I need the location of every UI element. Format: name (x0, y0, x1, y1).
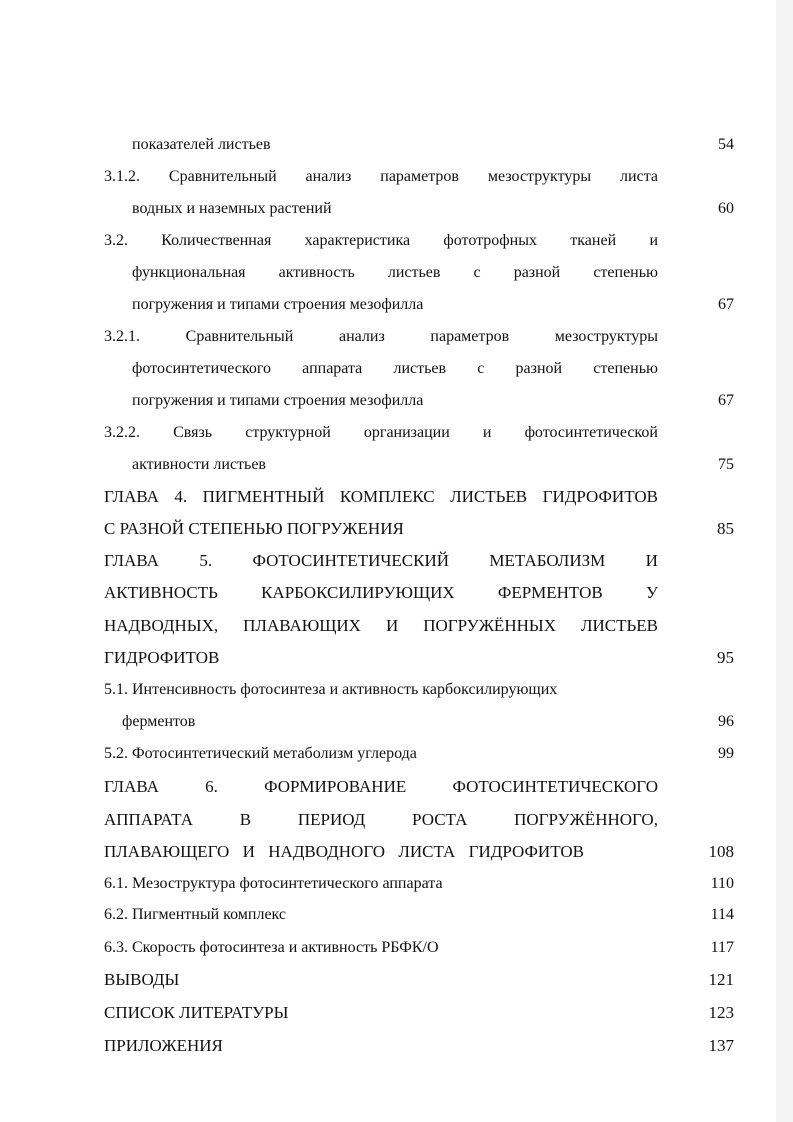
toc-page-number: 67 (718, 392, 734, 409)
page-edge (776, 0, 793, 1122)
toc-entry-title: ВЫВОДЫ (104, 970, 180, 989)
toc-entry-title: ГЛАВА 5. ФОТОСИНТЕТИЧЕСКИЙ МЕТАБОЛИЗМ И (104, 551, 658, 570)
toc-entry-title: С РАЗНОЙ СТЕПЕНЬЮ ПОГРУЖЕНИЯ (104, 519, 404, 538)
toc-entry-title: 5.1. Интенсивность фотосинтеза и активность карбоксилирующих (104, 681, 558, 698)
toc-entry-title: 3.1.2. Сравнительный анализ параметров мезоструктуры листа (104, 168, 658, 185)
toc-entry-title: 6.3. Скорость фотосинтеза и активность РБФК/О (104, 939, 439, 956)
toc-page-number: 114 (710, 906, 734, 923)
toc-entry-title: АППАРАТА В ПЕРИОД РОСТА ПОГРУЖЁННОГО, (104, 810, 658, 829)
toc-page-number: 67 (718, 296, 734, 313)
toc-page-number: 95 (717, 648, 734, 667)
toc-entry-title: ферментов (122, 713, 196, 730)
toc-entry-title: ГЛАВА 6. ФОРМИРОВАНИЕ ФОТОСИНТЕТИЧЕСКОГО (104, 777, 658, 796)
toc-entry-title: функциональная активность листьев с разной степенью (132, 264, 658, 281)
toc-page-number: 99 (718, 745, 734, 762)
toc-entry-title: активности листьев (132, 456, 266, 473)
toc-entry-title: 5.2. Фотосинтетический метаболизм углерода (104, 745, 417, 762)
toc-entry-title: 6.2. Пигментный комплекс (104, 906, 287, 923)
toc-page-number: 96 (718, 713, 734, 730)
toc-page-number: 121 (708, 970, 734, 989)
toc-entry-title: ПРИЛОЖЕНИЯ (104, 1036, 223, 1055)
toc-entry-title: 3.2.2. Связь структурной организации и фотосинтетической (104, 424, 658, 441)
toc-entry-title: АКТИВНОСТЬ КАРБОКСИЛИРУЮЩИХ ФЕРМЕНТОВ У (104, 583, 658, 602)
toc-entry-title: ГИДРОФИТОВ (104, 648, 220, 667)
toc-page-number: 85 (717, 519, 734, 538)
toc-page-number: 110 (710, 875, 734, 892)
toc-entry-title: погружения и типами строения мезофилла (132, 296, 424, 313)
toc-entry-title: показателей листьев (132, 136, 271, 153)
toc-entry-title: 6.1. Мезоструктура фотосинтетического аппарата (104, 875, 443, 892)
toc-page-number: 117 (710, 939, 734, 956)
toc-entry-title: НАДВОДНЫХ, ПЛАВАЮЩИХ И ПОГРУЖЁННЫХ ЛИСТЬЕВ (104, 616, 658, 635)
toc-entry-title: 3.2. Количественная характеристика фототрофных тканей и (104, 232, 658, 249)
toc-page-number: 60 (718, 200, 734, 217)
toc-page-number: 123 (708, 1003, 734, 1022)
toc-page-number: 137 (708, 1036, 734, 1055)
toc-entry-title: фотосинтетического аппарата листьев с разной степенью (132, 360, 658, 377)
toc-entry-title: погружения и типами строения мезофилла (132, 392, 424, 409)
toc-entry-title: СПИСОК ЛИТЕРАТУРЫ (104, 1003, 289, 1022)
toc-entry-title: ГЛАВА 4. ПИГМЕНТНЫЙ КОМПЛЕКС ЛИСТЬЕВ ГИДРОФИТОВ (104, 487, 658, 506)
toc-page-number: 54 (718, 136, 734, 153)
toc-entry-title: ПЛАВАЮЩЕГО И НАДВОДНОГО ЛИСТА ГИДРОФИТОВ (104, 842, 584, 861)
toc-page-number: 108 (708, 842, 734, 861)
toc-entry-title: 3.2.1. Сравнительный анализ параметров мезоструктуры (104, 328, 658, 345)
toc-entry-title: водных и наземных растений (132, 200, 332, 217)
toc-page-number: 75 (718, 456, 734, 473)
